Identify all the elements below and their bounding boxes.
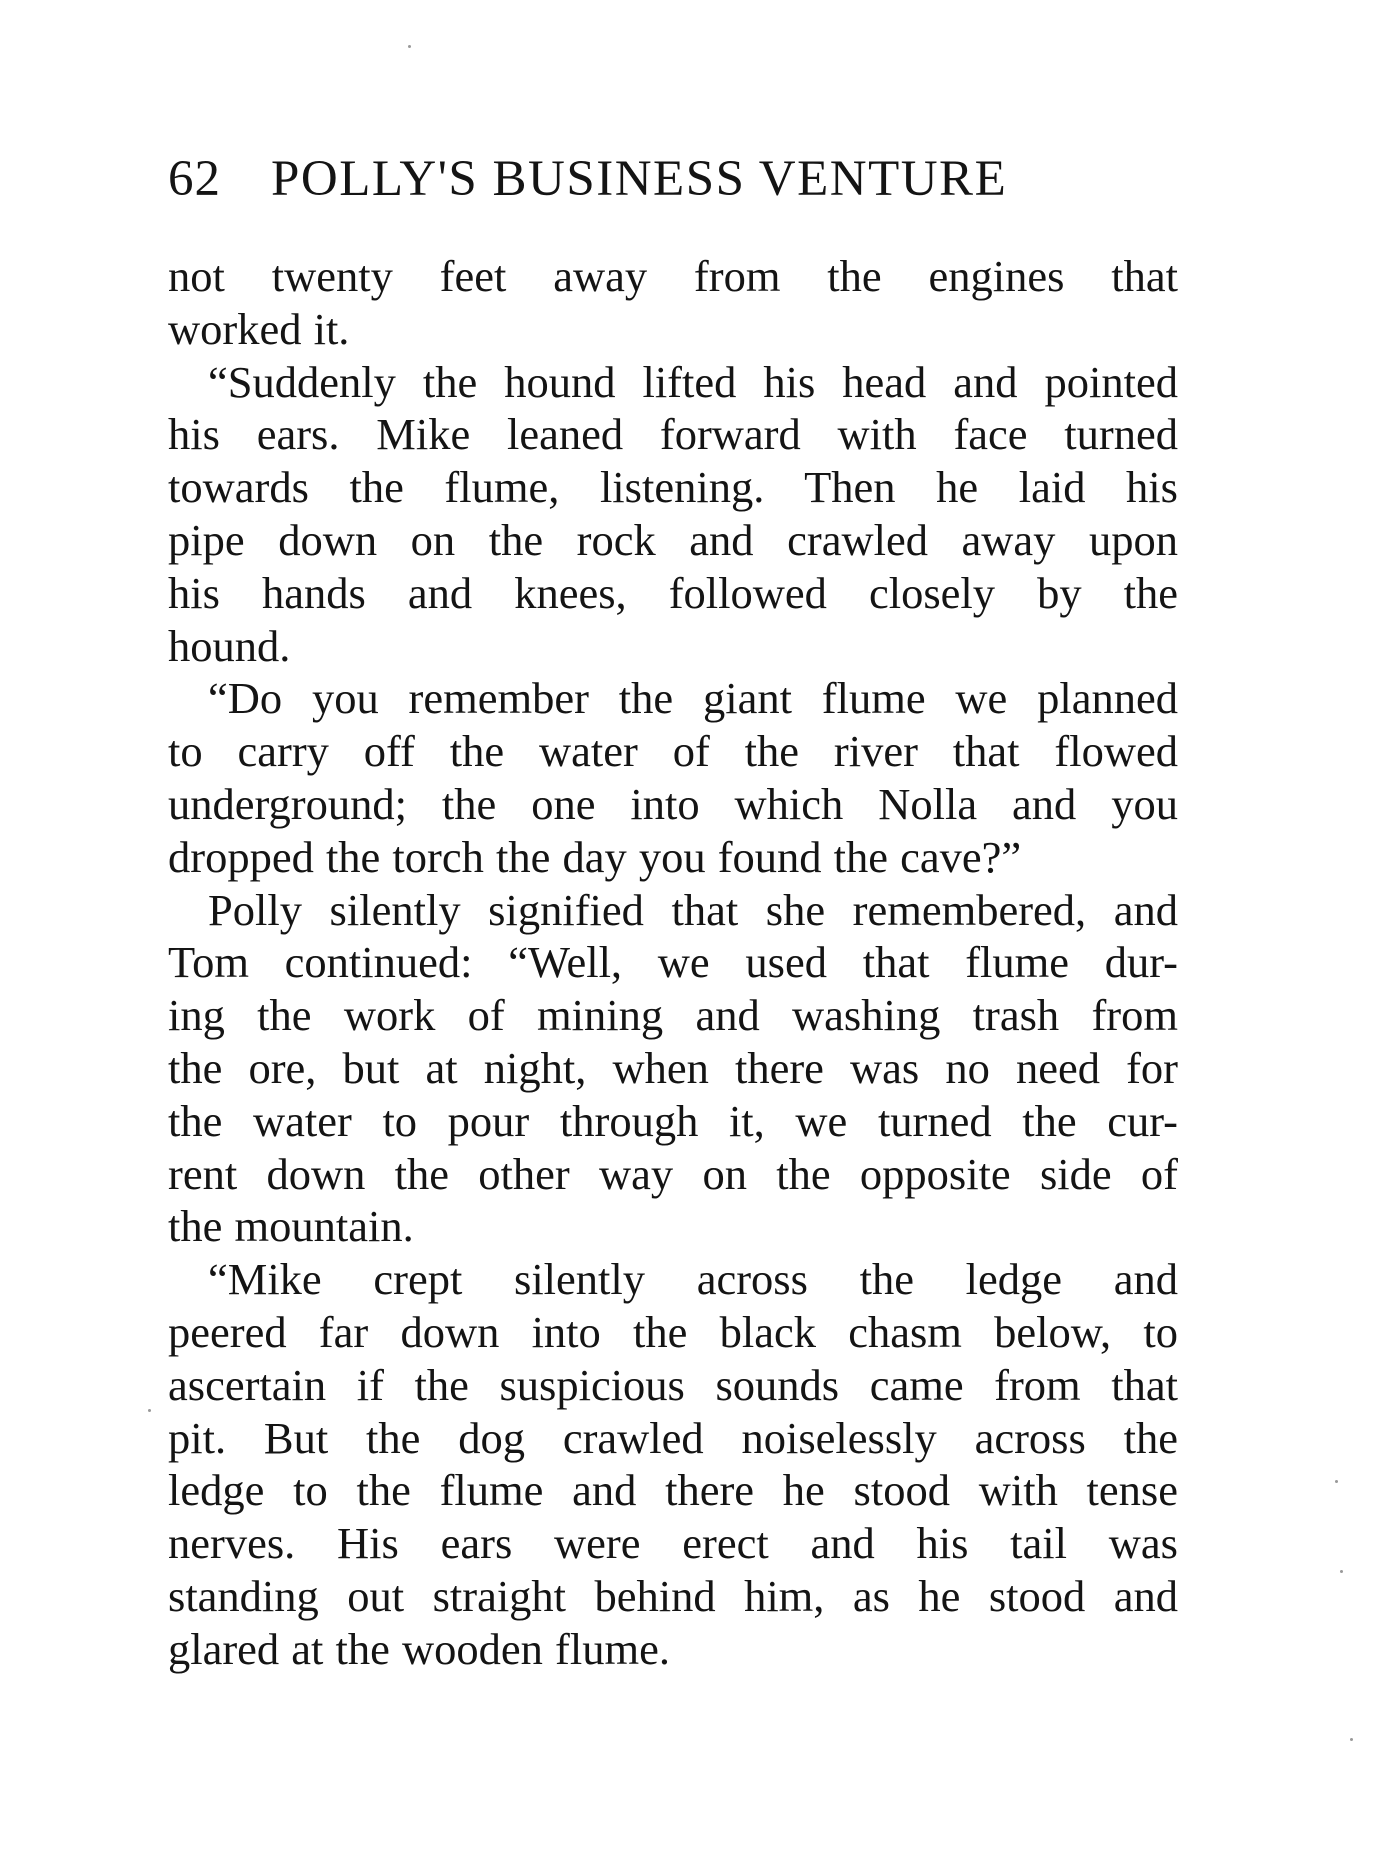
text-line: to carry off the water of the river that flowed bbox=[168, 726, 1178, 777]
running-title: POLLY'S BUSINESS VENTURE bbox=[271, 151, 1008, 207]
text-line: ledge to the flume and there he stood with tense bbox=[168, 1465, 1178, 1516]
text-line: Polly silently signified that she remembered, and bbox=[208, 884, 1178, 935]
scan-speck bbox=[408, 45, 411, 48]
text-line: the mountain. bbox=[168, 1201, 414, 1252]
scan-speck bbox=[1340, 1570, 1343, 1573]
text-line: “Mike crept silently across the ledge and bbox=[208, 1254, 1178, 1305]
text-line: worked it. bbox=[168, 303, 350, 354]
text-line: not twenty feet away from the engines that bbox=[168, 251, 1178, 301]
text-line: ing the work of mining and washing trash from bbox=[168, 990, 1178, 1041]
text-line: glared at the wooden flume. bbox=[168, 1623, 670, 1674]
text-line: towards the flume, listening. Then he laid his bbox=[168, 462, 1178, 513]
paragraph-5 bbox=[168, 1253, 1178, 1675]
text-line: standing out straight behind him, as he stood and bbox=[168, 1570, 1178, 1621]
page-body bbox=[168, 250, 1178, 1676]
text-line: the water to pour through it, we turned the cur- bbox=[168, 1095, 1178, 1146]
text-line: the ore, but at night, when there was no need for bbox=[168, 1042, 1178, 1093]
text-line: “Do you remember the giant flume we planned bbox=[208, 673, 1178, 724]
scan-speck bbox=[1350, 1738, 1353, 1741]
text-line: his ears. Mike leaned forward with face turned bbox=[168, 409, 1178, 460]
text-line: his hands and knees, followed closely by the bbox=[168, 567, 1178, 618]
text-line: nerves. His ears were erect and his tail was bbox=[168, 1518, 1178, 1569]
text-line: hound. bbox=[168, 620, 291, 671]
page-number: 62 bbox=[168, 151, 221, 207]
paragraph-1 bbox=[168, 250, 1178, 356]
text-line: peered far down into the black chasm below, to bbox=[168, 1306, 1178, 1357]
text-line: pit. But the dog crawled noiselessly across the bbox=[168, 1412, 1178, 1463]
text-line: “Suddenly the hound lifted his head and pointed bbox=[208, 356, 1178, 407]
text-line: ascertain if the suspicious sounds came from that bbox=[168, 1359, 1178, 1410]
text-line: pipe down on the rock and crawled away upon bbox=[168, 514, 1178, 565]
scan-speck bbox=[1335, 1480, 1338, 1483]
paragraph-2 bbox=[168, 356, 1178, 673]
paragraph-4 bbox=[168, 884, 1178, 1254]
text-line: rent down the other way on the opposite side of bbox=[168, 1148, 1178, 1199]
running-head bbox=[168, 150, 1188, 220]
text-line: dropped the torch the day you found the cave?” bbox=[168, 831, 1022, 882]
text-line: underground; the one into which Nolla and you bbox=[168, 778, 1178, 829]
paragraph-3 bbox=[168, 672, 1178, 883]
scan-speck bbox=[148, 1409, 151, 1412]
text-line: Tom continued: “Well, we used that flume dur- bbox=[168, 937, 1178, 988]
